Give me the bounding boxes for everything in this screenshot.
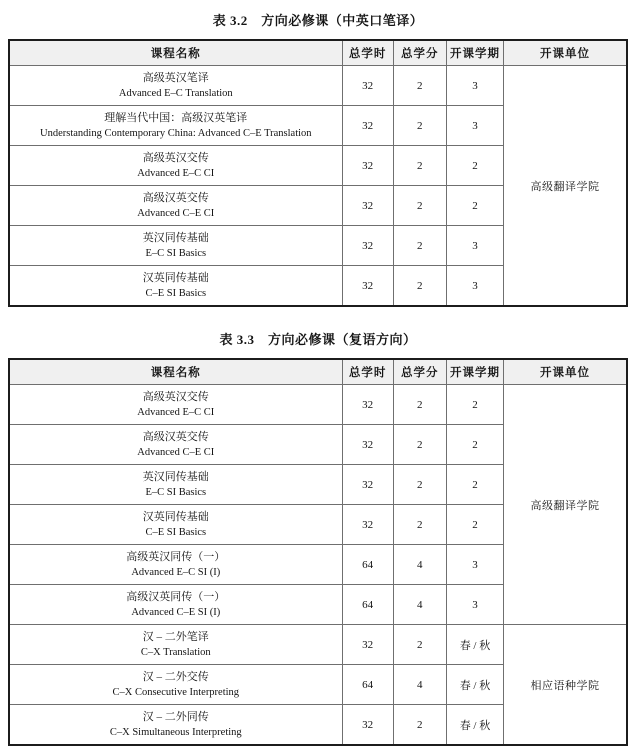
total-hours-cell: 64 — [342, 585, 393, 625]
table-title: 表 3.3 方向必修课（复语方向） — [219, 332, 417, 347]
total-hours-cell: 64 — [342, 665, 393, 705]
course-name-en: C–X Simultaneous Interpreting — [109, 727, 242, 739]
total-hours-cell: 32 — [342, 186, 393, 226]
semester-cell: 2 — [446, 146, 503, 186]
total-hours-cell: 32 — [342, 625, 393, 665]
total-hours-cell: 32 — [342, 385, 393, 425]
column-header: 开课学期 — [446, 40, 503, 66]
course-name-en: Advanced E–C Translation — [118, 88, 233, 100]
total-credits-cell: 2 — [393, 705, 446, 746]
total-credits-cell: 2 — [393, 625, 446, 665]
course-table-3-2 — [8, 39, 628, 307]
table-header — [9, 359, 627, 385]
table-header — [9, 40, 627, 66]
total-hours-cell: 32 — [342, 266, 393, 307]
column-header: 开课单位 — [504, 40, 627, 66]
course-name-en: E–C SI Basics — [145, 487, 207, 499]
course-name-zh: 高级汉英交传 — [142, 431, 209, 444]
total-hours-cell: 32 — [342, 505, 393, 545]
semester-cell: 春 / 秋 — [446, 665, 503, 705]
total-credits-cell: 4 — [393, 585, 446, 625]
offering-unit-cell: 高级翻译学院 — [504, 385, 627, 625]
total-credits-cell: 2 — [393, 66, 446, 106]
column-header: 总学时 — [342, 359, 393, 385]
total-credits-cell: 2 — [393, 146, 446, 186]
column-header: 开课学期 — [446, 359, 503, 385]
course-name-en: C–E SI Basics — [145, 288, 207, 300]
total-credits-cell: 2 — [393, 186, 446, 226]
course-name-cell — [9, 705, 342, 746]
table-section-3-2 — [8, 10, 628, 307]
header-row — [9, 359, 627, 385]
course-name-zh: 汉英同传基础 — [142, 272, 209, 285]
semester-cell: 3 — [446, 545, 503, 585]
course-name-cell — [9, 106, 342, 146]
course-name-en: Advanced E–C CI — [137, 168, 215, 180]
table-body — [9, 385, 627, 746]
course-name-zh: 高级汉英交传 — [142, 192, 209, 205]
table-row — [9, 385, 627, 425]
offering-unit-cell: 相应语种学院 — [504, 625, 627, 746]
table-section-3-3 — [8, 329, 628, 746]
semester-cell: 3 — [446, 226, 503, 266]
total-credits-cell: 2 — [393, 266, 446, 307]
course-name-zh: 高级英汉交传 — [142, 152, 209, 165]
offering-unit-cell: 高级翻译学院 — [504, 66, 627, 307]
course-name-zh: 汉 – 二外同传 — [142, 711, 209, 724]
semester-cell: 2 — [446, 186, 503, 226]
semester-cell: 2 — [446, 425, 503, 465]
column-header: 总学分 — [393, 359, 446, 385]
total-hours-cell: 32 — [342, 705, 393, 746]
course-name-en: Advanced E–C CI — [137, 407, 215, 419]
header-row — [9, 40, 627, 66]
course-name-en: C–X Translation — [140, 647, 211, 659]
total-credits-cell: 2 — [393, 106, 446, 146]
course-name-zh: 汉英同传基础 — [142, 511, 209, 524]
total-hours-cell: 32 — [342, 106, 393, 146]
course-name-zh: 高级英汉笔译 — [142, 72, 209, 85]
semester-cell: 3 — [446, 106, 503, 146]
course-name-zh: 理解当代中国：高级汉英笔译 — [104, 112, 248, 125]
table-row — [9, 66, 627, 106]
course-name-cell — [9, 465, 342, 505]
total-credits-cell: 2 — [393, 226, 446, 266]
column-header: 开课单位 — [504, 359, 627, 385]
total-hours-cell: 32 — [342, 146, 393, 186]
course-name-zh: 英汉同传基础 — [142, 232, 209, 245]
course-name-cell — [9, 66, 342, 106]
course-name-cell — [9, 186, 342, 226]
course-name-zh: 汉 – 二外交传 — [142, 671, 209, 684]
course-name-en: C–X Consecutive Interpreting — [112, 687, 240, 699]
semester-cell: 3 — [446, 266, 503, 307]
column-header: 课程名称 — [9, 40, 342, 66]
course-name-en: Understanding Contemporary China: Advanced C–E Translation — [40, 128, 312, 140]
course-name-en: E–C SI Basics — [145, 248, 207, 260]
course-table-3-3 — [8, 358, 628, 746]
column-header: 总学时 — [342, 40, 393, 66]
course-name-en: Advanced C–E SI (I) — [131, 607, 221, 619]
course-name-zh: 汉 – 二外笔译 — [142, 631, 209, 644]
course-name-cell — [9, 585, 342, 625]
course-name-zh: 英汉同传基础 — [142, 471, 209, 484]
total-credits-cell: 2 — [393, 385, 446, 425]
total-hours-cell: 32 — [342, 226, 393, 266]
total-credits-cell: 2 — [393, 425, 446, 465]
course-name-zh: 高级英汉同传（一） — [126, 551, 226, 564]
course-name-cell — [9, 665, 342, 705]
course-name-cell — [9, 226, 342, 266]
total-hours-cell: 32 — [342, 66, 393, 106]
total-credits-cell: 4 — [393, 665, 446, 705]
total-credits-cell: 4 — [393, 545, 446, 585]
course-name-cell — [9, 545, 342, 585]
course-name-cell — [9, 266, 342, 307]
semester-cell: 3 — [446, 66, 503, 106]
table-row — [9, 625, 627, 665]
total-credits-cell: 2 — [393, 465, 446, 505]
course-name-zh: 高级汉英同传（一） — [126, 591, 226, 604]
course-name-en: Advanced C–E CI — [137, 447, 215, 459]
course-name-cell — [9, 505, 342, 545]
semester-cell: 2 — [446, 385, 503, 425]
table-body — [9, 66, 627, 307]
total-hours-cell: 32 — [342, 465, 393, 505]
table-title: 表 3.2 方向必修课（中英口笔译） — [212, 13, 424, 28]
semester-cell: 2 — [446, 465, 503, 505]
total-credits-cell: 2 — [393, 505, 446, 545]
column-header: 总学分 — [393, 40, 446, 66]
semester-cell: 春 / 秋 — [446, 625, 503, 665]
course-name-en: C–E SI Basics — [145, 527, 207, 539]
total-hours-cell: 64 — [342, 545, 393, 585]
column-header: 课程名称 — [9, 359, 342, 385]
total-hours-cell: 32 — [342, 425, 393, 465]
course-name-cell — [9, 385, 342, 425]
course-name-en: Advanced E–C SI (I) — [131, 567, 221, 579]
course-name-cell — [9, 625, 342, 665]
semester-cell: 2 — [446, 505, 503, 545]
semester-cell: 3 — [446, 585, 503, 625]
course-name-en: Advanced C–E CI — [137, 208, 215, 220]
semester-cell: 春 / 秋 — [446, 705, 503, 746]
course-name-cell — [9, 425, 342, 465]
course-name-cell — [9, 146, 342, 186]
course-name-zh: 高级英汉交传 — [142, 391, 209, 404]
